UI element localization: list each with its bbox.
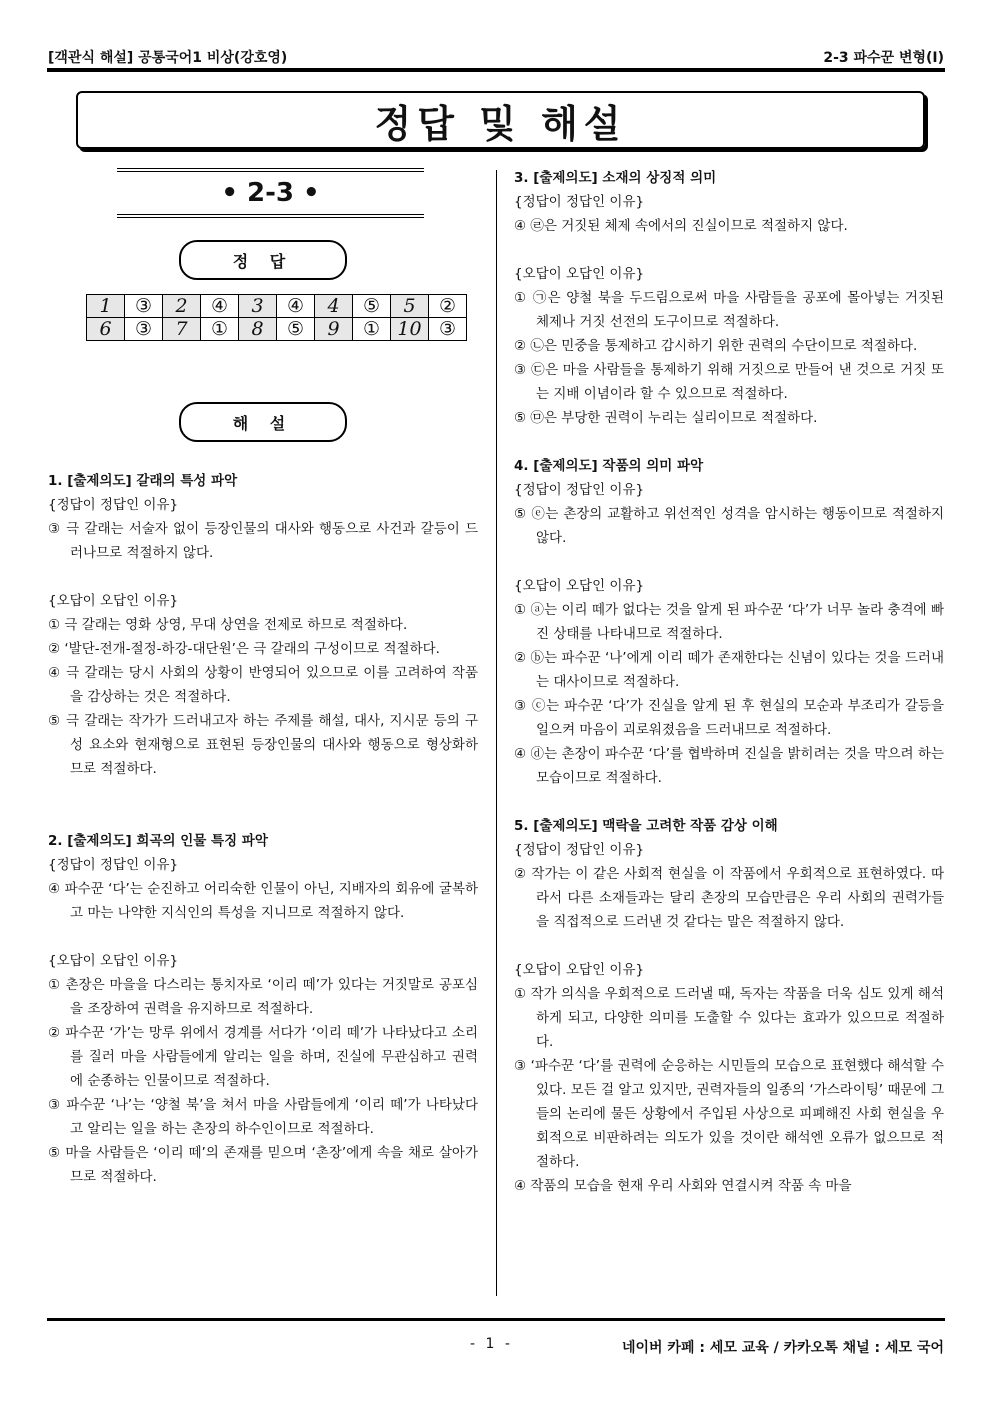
explanation-item: ① 촌장은 마을을 다스리는 통치자로 ‘이리 떼’가 있다는 거짓말로 공포심을 조장하여 권력을 유지하므로 적절하다. (48, 977, 478, 1017)
answer-row (87, 295, 467, 318)
subheading: {정답이 정답인 이유} (48, 497, 179, 513)
explanation-item: ② ㉡은 민중을 통제하고 감시하기 위한 권력의 수단이므로 적절하다. (514, 338, 918, 354)
subheading: {오답이 오답인 이유} (514, 266, 645, 282)
question-number: 6 (87, 318, 125, 341)
explanation-item: ④ 파수꾼 ‘다’는 순진하고 어리숙한 인물이 아닌, 지배자의 회유에 굴복하고 마는 나약한 지식인의 특성을 지니므로 적절하지 않다. (48, 881, 478, 921)
explanation-label: 해 설 (179, 402, 347, 442)
question-number: 10 (391, 318, 429, 341)
explanation-item: ① 작가 의식을 우회적으로 드러낼 때, 독자는 작품을 더욱 심도 있게 해석하게 되고, 다양한 의미를 도출할 수 있다는 효과가 있으므로 적절하다. (514, 986, 944, 1050)
question-number: 8 (239, 318, 277, 341)
explanation-item: ⑤ ㉤은 부당한 권력이 누리는 실리이므로 적절하다. (514, 410, 818, 426)
spacer (48, 805, 478, 829)
explanation-item: ③ 극 갈래는 서술자 없이 등장인물의 대사와 행동으로 사건과 갈등이 드러나므로 적절하지 않다. (48, 521, 478, 561)
question-heading: 2. [출제의도] 희곡의 인물 특징 파악 (48, 833, 268, 849)
subheading: {오답이 오답인 이유} (48, 953, 179, 969)
answer-value: ③ (125, 295, 163, 318)
header-rule (47, 68, 945, 72)
spacer (48, 565, 478, 589)
question-heading: 3. [출제의도] 소재의 상징적 의미 (514, 170, 717, 186)
header-right-title: 2-3 파수꾼 변형(I) (823, 50, 944, 66)
question-number: 3 (239, 295, 277, 318)
explanation-item: ④ 극 갈래는 당시 사회의 상황이 반영되어 있으므로 이를 고려하여 작품을 감상하는 것은 적절하다. (48, 665, 478, 705)
explanation-item: ② 작가는 이 같은 사회적 현실을 이 작품에서 우회적으로 표현하였다. 따라서 다른 소재들과는 달리 촌장의 모습만큼은 우리 사회의 권력가들을 직접적으로 드러낸 것 같다는 말은 적절하지 않다. (514, 866, 944, 930)
subheading: {정답이 정답인 이유} (514, 842, 645, 858)
question-number: 2 (163, 295, 201, 318)
answer-table (86, 294, 467, 341)
unit-label-block (117, 168, 424, 218)
explanation-item: ① ㉠은 양철 북을 두드림으로써 마을 사람들을 공포에 몰아넣는 거짓된 체제나 거짓 선전의 도구이므로 적절하다. (514, 290, 944, 330)
spacer (514, 430, 944, 454)
answer-value: ④ (201, 295, 239, 318)
explanation-item: ① 극 갈래는 영화 상영, 무대 상연을 전제로 하므로 적절하다. (48, 617, 408, 633)
answer-value: ③ (429, 318, 467, 341)
explanation-item: ② ‘발단-전개-절정-하강-대단원’은 극 갈래의 구성이므로 적절하다. (48, 641, 440, 657)
answer-value: ⑤ (353, 295, 391, 318)
explanation-item: ④ 작품의 모습을 현재 우리 사회와 연결시켜 작품 속 마을 (514, 1178, 852, 1194)
question-number: 7 (163, 318, 201, 341)
question-number: 4 (315, 295, 353, 318)
question-heading: 5. [출제의도] 맥락을 고려한 작품 감상 이해 (514, 818, 778, 834)
spacer (514, 550, 944, 574)
question-number: 1 (87, 295, 125, 318)
answer-value: ③ (125, 318, 163, 341)
question-number: 9 (315, 318, 353, 341)
subheading: {오답이 오답인 이유} (514, 578, 645, 594)
header-left-title: [객관식 해설] 공통국어1 비상(강호영) (48, 50, 288, 66)
spacer (514, 790, 944, 814)
explanation-item: ③ ⓒ는 파수꾼 ‘다’가 진실을 알게 된 후 현실의 모순과 부조리가 갈등을 일으켜 마음이 괴로워졌음을 드러내므로 적절하다. (514, 698, 944, 738)
answer-value: ① (201, 318, 239, 341)
right-column (514, 166, 944, 1198)
subheading: {오답이 오답인 이유} (514, 962, 645, 978)
spacer (48, 781, 478, 805)
question-heading: 4. [출제의도] 작품의 의미 파악 (514, 458, 704, 474)
explanation-item: ⑤ 마을 사람들은 ‘이리 떼’의 존재를 믿으며 ‘촌장’에게 속을 채로 살아가므로 적절하다. (48, 1145, 478, 1185)
page-number: - 1 - (470, 1336, 513, 1352)
explanation-item: ③ 파수꾼 ‘나’는 ‘양철 북’을 쳐서 마을 사람들에게 ‘이리 떼’가 나타났다고 알리는 일을 하는 촌장의 하수인이므로 적절하다. (48, 1097, 478, 1137)
explanation-item: ② 파수꾼 ‘가’는 망루 위에서 경계를 서다가 ‘이리 떼’가 나타났다고 소리를 질러 마을 사람들에게 알리는 일을 하며, 진실에 무관심하고 권력에 순종하는 인물이므로 적절하다. (48, 1025, 478, 1089)
explanation-item: ⑤ 극 갈래는 작가가 드러내고자 하는 주제를 해설, 대사, 지시문 등의 구성 요소와 현재형으로 표현된 등장인물의 대사와 행동으로 형상화하므로 적절하다. (48, 713, 478, 777)
subheading: {정답이 정답인 이유} (514, 194, 645, 210)
question-number: 5 (391, 295, 429, 318)
explanation-item: ⑤ ⓔ는 촌장의 교활하고 위선적인 성격을 암시하는 행동이므로 적절하지 않다. (514, 506, 944, 546)
spacer (514, 238, 944, 262)
page-title: 정답 및 해설 (76, 91, 925, 149)
answer-value: ⑤ (277, 318, 315, 341)
answers-label: 정 답 (179, 240, 347, 280)
answer-value: ① (353, 318, 391, 341)
footer-rule (47, 1318, 945, 1321)
question-heading: 1. [출제의도] 갈래의 특성 파악 (48, 473, 238, 489)
explanation-item: ③ ‘파수꾼 ‘다’를 권력에 순응하는 시민들의 모습으로 표현했다 해석할 수 있다. 모든 걸 알고 있지만, 권력자들의 일종의 ‘가스라이팅’ 때문에 그들의 논리에 물든 상황에서 주입된 사상으로 피폐해진 사회 현실을 우회적으로 비판하려는 의도가 있을 것이란 해석엔 오류가 없으므로 적절하다. (514, 1058, 944, 1170)
explanation-item: ① ⓐ는 이리 떼가 없다는 것을 알게 된 파수꾼 ‘다’가 너무 놀라 충격에 빠진 상태를 나타내므로 적절하다. (514, 602, 944, 642)
explanation-item: ④ ⓓ는 촌장이 파수꾼 ‘다’를 협박하며 진실을 밝히려는 것을 막으려 하는 모습이므로 적절하다. (514, 746, 944, 786)
answer-value: ② (429, 295, 467, 318)
column-divider (496, 170, 497, 1296)
subheading: {정답이 정답인 이유} (48, 857, 179, 873)
footer-text: 네이버 카페 : 세모 교육 / 카카오톡 채널 : 세모 국어 (621, 1340, 944, 1356)
subheading: {오답이 오답인 이유} (48, 593, 179, 609)
unit-label: • 2-3 • (221, 178, 320, 208)
answer-row (87, 318, 467, 341)
spacer (48, 925, 478, 949)
explanation-item: ④ ㉣은 거짓된 체제 속에서의 진실이므로 적절하지 않다. (514, 218, 848, 234)
spacer (514, 934, 944, 958)
left-column (48, 469, 478, 1189)
unit-bottom-rule (117, 214, 424, 218)
explanation-item: ② ⓑ는 파수꾼 ‘나’에게 이리 떼가 존재한다는 신념이 있다는 것을 드러내는 대사이므로 적절하다. (514, 650, 944, 690)
answer-value: ④ (277, 295, 315, 318)
explanation-item: ③ ㉢은 마을 사람들을 통제하기 위해 거짓으로 만들어 낸 것으로 거짓 또는 지배 이념이라 할 수 있으므로 적절하다. (514, 362, 944, 402)
subheading: {정답이 정답인 이유} (514, 482, 645, 498)
